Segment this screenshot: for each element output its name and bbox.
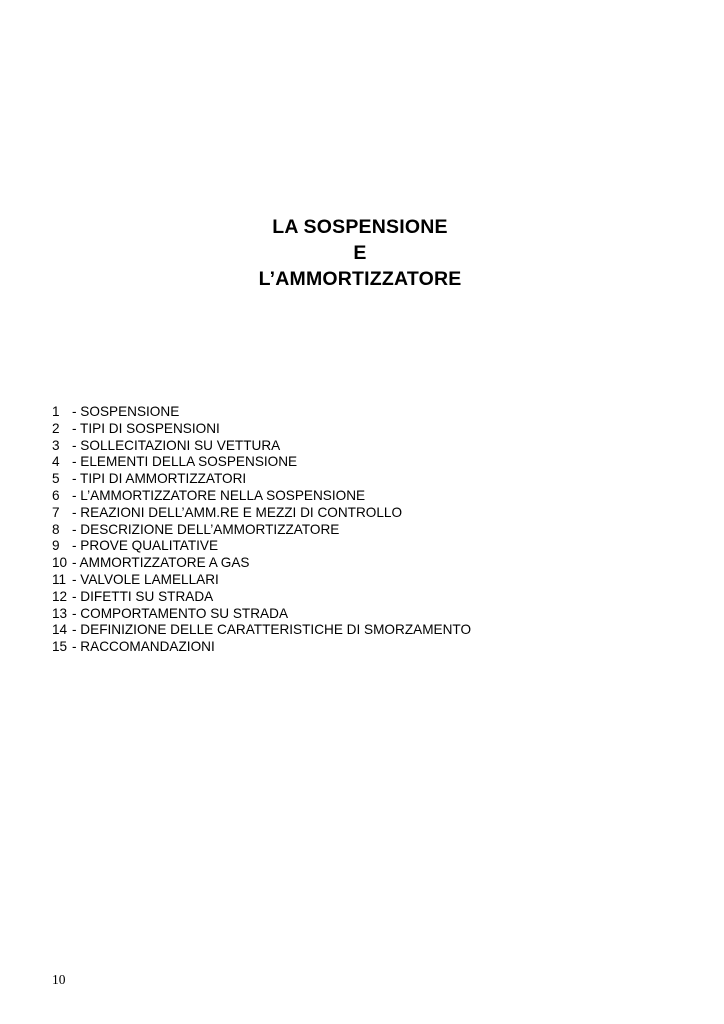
toc-item-text: - TIPI DI SOSPENSIONI	[72, 420, 220, 436]
toc-item-text: - ELEMENTI DELLA SOSPENSIONE	[72, 454, 298, 470]
toc-item-number: 8	[52, 521, 60, 537]
toc-item-number: 4	[52, 454, 60, 470]
title-line-1: LA SOSPENSIONE	[272, 216, 448, 238]
toc-item	[52, 454, 471, 471]
toc-item-number: 13	[52, 605, 68, 621]
document-title	[0, 214, 724, 292]
toc-item-text: - L’AMMORTIZZATORE NELLA SOSPENSIONE	[72, 487, 366, 503]
toc-item	[52, 404, 471, 421]
toc-item-text: - DEFINIZIONE DELLE CARATTERISTICHE DI SMORZAMENTO	[72, 622, 472, 638]
toc-item-number: 15	[52, 639, 68, 655]
toc-item-text: - TIPI DI AMMORTIZZATORI	[72, 471, 247, 487]
toc-item	[52, 572, 471, 589]
toc-item	[52, 471, 471, 488]
toc-item	[52, 522, 471, 539]
toc-item-number: 5	[52, 471, 60, 487]
toc-item	[52, 538, 471, 555]
toc-item-number: 3	[52, 437, 60, 453]
toc-item	[52, 488, 471, 505]
toc-item-text: - COMPORTAMENTO SU STRADA	[72, 605, 289, 621]
toc-item-number: 2	[52, 420, 60, 436]
toc-item	[52, 622, 471, 639]
toc-item-text: - DIFETTI SU STRADA	[72, 588, 214, 604]
toc-item-number: 12	[52, 588, 68, 604]
toc-item-text: - REAZIONI DELL’AMM.RE E MEZZI DI CONTROLLO	[72, 504, 403, 520]
toc-item-text: - SOLLECITAZIONI SU VETTURA	[72, 437, 281, 453]
page-number: 10	[52, 972, 66, 987]
toc-item-text: - PROVE QUALITATIVE	[72, 538, 219, 554]
toc-item	[52, 555, 471, 572]
toc-item-number: 14	[52, 622, 68, 638]
toc-item	[52, 589, 471, 606]
toc-item-text: - SOSPENSIONE	[72, 404, 180, 419]
toc-item	[52, 639, 471, 656]
toc-item-number: 7	[52, 504, 60, 520]
toc-item-number: 11	[52, 571, 67, 587]
toc-item-text: - RACCOMANDAZIONI	[72, 639, 215, 655]
toc-item	[52, 606, 471, 623]
title-line-3: L’AMMORTIZZATORE	[258, 268, 462, 290]
table-of-contents	[52, 404, 471, 656]
title-line-2: E	[353, 242, 367, 264]
toc-item-text: - DESCRIZIONE DELL’AMMORTIZZATORE	[72, 521, 340, 537]
toc-item-number: 1	[52, 404, 60, 419]
toc-item	[52, 438, 471, 455]
toc-item	[52, 421, 471, 438]
toc-item-text: - AMMORTIZZATORE A GAS	[72, 555, 250, 571]
toc-item	[52, 505, 471, 522]
toc-item-number: 10	[52, 555, 68, 571]
toc-item-number: 9	[52, 538, 60, 554]
toc-item-text: - VALVOLE LAMELLARI	[72, 571, 219, 587]
toc-item-number: 6	[52, 487, 60, 503]
